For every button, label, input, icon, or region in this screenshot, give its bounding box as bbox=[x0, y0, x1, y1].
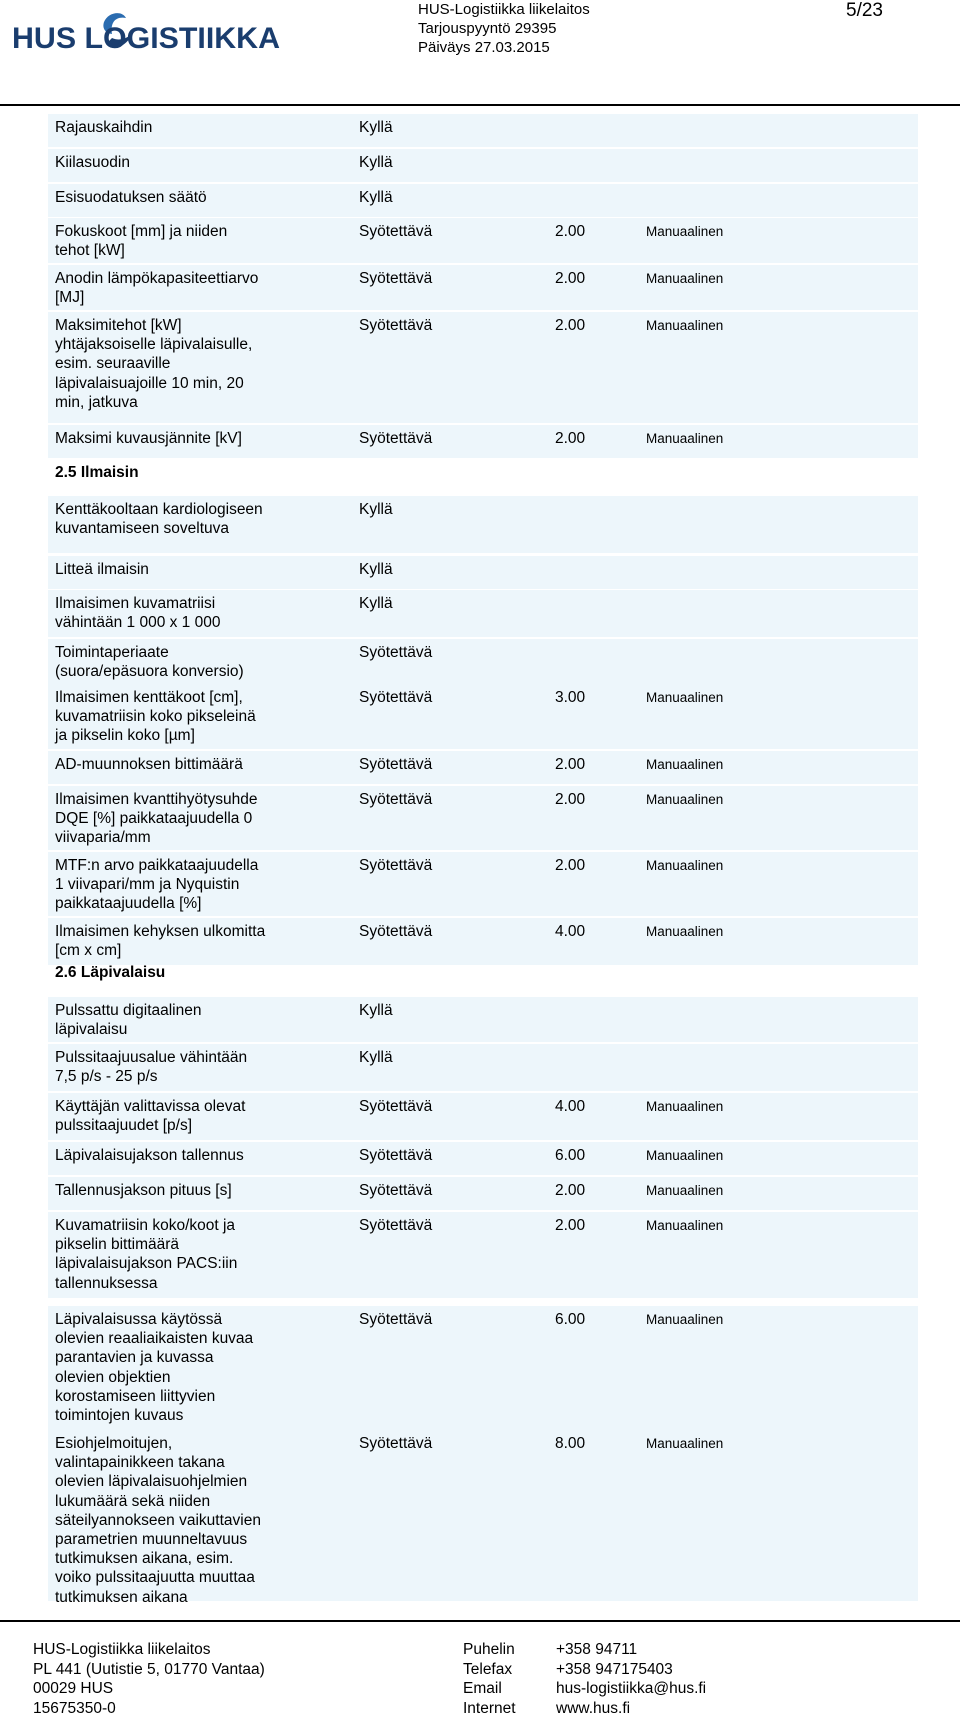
section-heading-row bbox=[48, 959, 918, 993]
footer-phone: +358 94711 bbox=[556, 1641, 638, 1658]
spec-value: Syötettävä bbox=[359, 1217, 433, 1234]
spec-value: Syötettävä bbox=[359, 1311, 433, 1328]
spec-row bbox=[48, 997, 918, 1043]
spec-label: Ilmaisimen kuvamatriisi vähintään 1 000 x 1 000 bbox=[55, 595, 221, 632]
spec-value: Syötettävä bbox=[359, 791, 433, 808]
spec-value: Kyllä bbox=[359, 1002, 393, 1019]
header-date: Päiväys 27.03.2015 bbox=[418, 39, 550, 56]
spec-label: Käyttäjän valittavissa olevat pulssitaajuudet [p/s] bbox=[55, 1098, 246, 1135]
logo-text: HUS LOGISTIIKKA bbox=[12, 22, 280, 55]
footer-label-fax: Telefax bbox=[463, 1660, 513, 1678]
spec-label: Maksimitehot [kW] yhtäjaksoiselle läpivalaisulle, esim. seuraaville läpivalaisuajoille 10 min, 20 min, jatkuva bbox=[55, 317, 253, 411]
spec-evaluation-mode: Manuaalinen bbox=[646, 318, 724, 333]
spec-value: Kyllä bbox=[359, 595, 393, 612]
spec-row bbox=[48, 1177, 918, 1211]
spec-value: Kyllä bbox=[359, 561, 393, 578]
spec-label: Esisuodatuksen säätö bbox=[55, 189, 207, 206]
footer-post-code: 00029 HUS bbox=[33, 1680, 114, 1697]
spec-label: Läpivalaisussa käytössä olevien reaaliaikaisten kuvaa parantavien ja kuvassa olevien objektien korostamiseen liittyvien toimintojen kuvaus bbox=[55, 1311, 254, 1425]
spec-label: Ilmaisimen kvanttihyötysuhde DQE [%] paikkataajuudella 0 viivaparia/mm bbox=[55, 791, 258, 847]
spec-weight: 2.00 bbox=[555, 270, 586, 287]
spec-label: Litteä ilmaisin bbox=[55, 561, 149, 578]
spec-evaluation-mode: Manuaalinen bbox=[646, 1436, 724, 1451]
spec-row bbox=[48, 312, 918, 424]
spec-label: Kiilasuodin bbox=[55, 154, 130, 171]
spec-weight: 2.00 bbox=[555, 791, 586, 808]
spec-label: Pulssattu digitaalinen läpivalaisu bbox=[55, 1002, 202, 1039]
spec-label: Kenttäkooltaan kardiologiseen kuvantamiseen soveltuva bbox=[55, 501, 263, 538]
spec-label: AD-muunnoksen bittimäärä bbox=[55, 756, 243, 773]
footer-website-link[interactable]: www.hus.fi bbox=[556, 1699, 631, 1717]
spec-value: Syötettävä bbox=[359, 430, 433, 447]
spec-label: Tallennusjakson pituus [s] bbox=[55, 1182, 232, 1199]
spec-evaluation-mode: Manuaalinen bbox=[646, 431, 724, 446]
spec-weight: 2.00 bbox=[555, 223, 586, 240]
section-heading-row bbox=[48, 459, 918, 493]
footer-email-link[interactable]: hus-logistiikka@hus.fi bbox=[556, 1680, 707, 1697]
spec-row bbox=[48, 1430, 918, 1606]
page-number: 5/23 bbox=[846, 0, 883, 21]
spec-weight: 6.00 bbox=[555, 1311, 586, 1328]
spec-label: Ilmaisimen kenttäkoot [cm], kuvamatriisin koko pikseleinä ja pikselin koko [µm] bbox=[55, 689, 256, 745]
spec-label: Fokuskoot [mm] ja niiden tehot [kW] bbox=[55, 223, 228, 260]
spec-value: Syötettävä bbox=[359, 1182, 433, 1199]
spec-weight: 2.00 bbox=[555, 430, 586, 447]
spec-row bbox=[48, 590, 918, 638]
spec-label: Ilmaisimen kehyksen ulkomitta [cm x cm] bbox=[55, 923, 266, 960]
spec-weight: 2.00 bbox=[555, 756, 586, 773]
spec-weight: 3.00 bbox=[555, 689, 586, 706]
spec-row bbox=[48, 751, 918, 785]
spec-label: Läpivalaisujakson tallennus bbox=[55, 1147, 244, 1164]
footer-company: HUS-Logistiikka liikelaitos bbox=[33, 1641, 211, 1658]
spec-value: Syötettävä bbox=[359, 1147, 433, 1164]
spec-value: Syötettävä bbox=[359, 317, 433, 334]
footer-contact-labels bbox=[463, 1640, 516, 1718]
page-footer bbox=[0, 1640, 960, 1718]
footer-address bbox=[33, 1640, 265, 1718]
spec-label: MTF:n arvo paikkataajuudella 1 viivapari/mm ja Nyquistin paikkataajuudella [%] bbox=[55, 857, 259, 913]
spec-row bbox=[48, 1306, 918, 1432]
footer-label-email: Email bbox=[463, 1680, 502, 1697]
spec-label: Toimintaperiaate (suora/epäsuora konversio) bbox=[55, 644, 244, 681]
spec-label: Anodin lämpökapasiteettiarvo [MJ] bbox=[55, 270, 259, 307]
footer-postal-address: PL 441 (Uutistie 5, 01770 Vantaa) bbox=[33, 1660, 265, 1678]
spec-weight: 8.00 bbox=[555, 1435, 586, 1452]
spec-value: Kyllä bbox=[359, 154, 393, 171]
spec-weight: 2.00 bbox=[555, 1182, 586, 1199]
spec-row bbox=[48, 684, 918, 750]
spec-row bbox=[48, 1093, 918, 1141]
spec-value: Syötettävä bbox=[359, 923, 433, 940]
footer-label-internet: Internet bbox=[463, 1699, 516, 1717]
spec-row bbox=[48, 1212, 918, 1299]
spec-label: Pulssitaajuusalue vähintään 7,5 p/s - 25 p/s bbox=[55, 1049, 248, 1086]
spec-weight: 4.00 bbox=[555, 923, 586, 940]
spec-value: Kyllä bbox=[359, 1049, 393, 1066]
spec-evaluation-mode: Manuaalinen bbox=[646, 858, 724, 873]
spec-weight: 2.00 bbox=[555, 317, 586, 334]
spec-row bbox=[48, 556, 918, 590]
footer-divider bbox=[0, 1620, 960, 1622]
spec-evaluation-mode: Manuaalinen bbox=[646, 224, 724, 239]
spec-label: Kuvamatriisin koko/koot ja pikselin bittimäärä läpivalaisujakson PACS:iin tallennuksessa bbox=[55, 1217, 238, 1292]
spec-row bbox=[48, 218, 918, 264]
footer-label-phone: Puhelin bbox=[463, 1641, 515, 1658]
spec-evaluation-mode: Manuaalinen bbox=[646, 924, 724, 939]
spec-evaluation-mode: Manuaalinen bbox=[646, 271, 724, 286]
spec-row bbox=[48, 425, 918, 459]
spec-row bbox=[48, 265, 918, 311]
spec-row bbox=[48, 496, 918, 554]
footer-business-id: 15675350-0 bbox=[33, 1699, 116, 1717]
spec-label: Esiohjelmoitujen, valintapainikkeen takana olevien läpivalaisuohjelmien lukumäärä sekä niiden säteilyannokseen vaikuttavien parametrien muunneltavuus tutkimuksen aikana, esim. voiko pulssitaajuutta muuttaa tutkimuksen aikana bbox=[55, 1435, 261, 1606]
spec-evaluation-mode: Manuaalinen bbox=[646, 690, 724, 705]
spec-value: Syötettävä bbox=[359, 644, 433, 661]
spec-weight: 2.00 bbox=[555, 1217, 586, 1234]
spec-evaluation-mode: Manuaalinen bbox=[646, 757, 724, 772]
footer-contact-values bbox=[556, 1640, 706, 1718]
spec-evaluation-mode: Manuaalinen bbox=[646, 1218, 724, 1233]
spec-value: Syötettävä bbox=[359, 756, 433, 773]
section-title: 2.5 Ilmaisin bbox=[55, 464, 139, 481]
spec-value: Kyllä bbox=[359, 189, 393, 206]
spec-weight: 4.00 bbox=[555, 1098, 586, 1115]
spec-row bbox=[48, 852, 918, 917]
spec-value: Syötettävä bbox=[359, 270, 433, 287]
footer-fax: +358 947175403 bbox=[556, 1660, 673, 1678]
spec-value: Syötettävä bbox=[359, 1098, 433, 1115]
spec-weight: 6.00 bbox=[555, 1147, 586, 1164]
spec-row bbox=[48, 114, 918, 148]
spec-row bbox=[48, 786, 918, 851]
spec-evaluation-mode: Manuaalinen bbox=[646, 1148, 724, 1163]
spec-row bbox=[48, 184, 918, 218]
spec-evaluation-mode: Manuaalinen bbox=[646, 1183, 724, 1198]
spec-row bbox=[48, 1044, 918, 1092]
spec-value: Syötettävä bbox=[359, 1435, 433, 1452]
header-company: HUS-Logistiikka liikelaitos bbox=[418, 1, 590, 18]
spec-evaluation-mode: Manuaalinen bbox=[646, 1099, 724, 1114]
spec-row bbox=[48, 149, 918, 183]
spec-weight: 2.00 bbox=[555, 857, 586, 874]
spec-evaluation-mode: Manuaalinen bbox=[646, 792, 724, 807]
spec-label: Maksimi kuvausjännite [kV] bbox=[55, 430, 242, 447]
spec-row bbox=[48, 1142, 918, 1176]
spec-value: Syötettävä bbox=[359, 857, 433, 874]
spec-row bbox=[48, 639, 918, 687]
spec-value: Syötettävä bbox=[359, 223, 433, 240]
spec-label: Rajauskaihdin bbox=[55, 119, 153, 136]
header-tender: Tarjouspyyntö 29395 bbox=[418, 20, 557, 37]
spec-value: Syötettävä bbox=[359, 689, 433, 706]
spec-value: Kyllä bbox=[359, 119, 393, 136]
spec-value: Kyllä bbox=[359, 501, 393, 518]
spec-evaluation-mode: Manuaalinen bbox=[646, 1312, 724, 1327]
section-title: 2.6 Läpivalaisu bbox=[55, 964, 166, 981]
